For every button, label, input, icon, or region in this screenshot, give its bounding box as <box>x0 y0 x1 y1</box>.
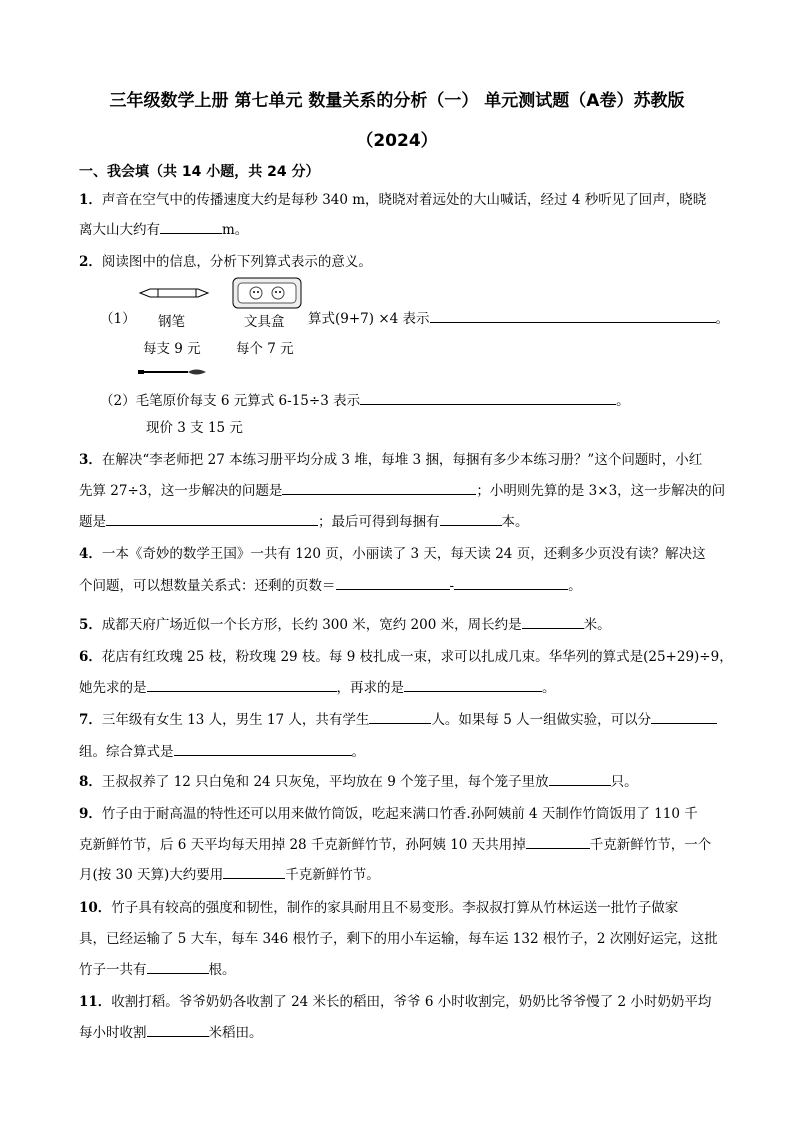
brush-illustration <box>136 366 208 378</box>
question-11-line-1 <box>79 990 711 1010</box>
question-10-line-1 <box>79 896 678 916</box>
question-text: 只。 <box>610 774 638 790</box>
answer-blank[interactable] <box>522 615 584 629</box>
brush-original-price: 毛笔原价每支 6 元 <box>135 393 248 409</box>
question-number: 7． <box>79 712 102 728</box>
question-text: m。 <box>222 222 249 238</box>
answer-blank[interactable] <box>160 220 222 234</box>
question-3-line-2 <box>79 479 725 499</box>
question-1-line-2 <box>79 218 248 238</box>
question-text: 。 <box>568 578 582 594</box>
answer-blank[interactable] <box>440 512 502 526</box>
question-text: 王叔叔养了 12 只白兔和 24 只灰兔，平均放在 9 个笼子里，每个笼子里放 <box>101 774 549 790</box>
brush-current-price: 现价 3 支 15 元 <box>146 420 243 436</box>
worksheet-year: （2024） <box>356 131 438 151</box>
question-text: 在解决“李老师把 27 本练习册平均分成 3 堆，每堆 3 捆，每捆有多少本练习册？”这个问题时，小红 <box>101 452 703 468</box>
answer-blank[interactable] <box>526 835 590 849</box>
question-text: 竹子由于耐高温的特性还可以用来做竹筒饭，吃起来满口竹香.孙阿姨前 4 天制作竹筒饭用了 110 千 <box>101 806 698 822</box>
answer-blank[interactable] <box>549 772 611 786</box>
answer-blank[interactable] <box>147 678 337 692</box>
part-2-label: （2） <box>100 393 136 409</box>
question-text: 离大山大约有 <box>79 222 160 238</box>
pen-price: 每支 9 元 <box>143 341 201 357</box>
question-text: 收割打稻。爷爷奶奶各收割了 24 米长的稻田，爷爷 6 小时收割完，奶奶比爷爷慢了 2 小时奶奶平均 <box>111 994 712 1010</box>
question-2-line-1 <box>79 250 372 270</box>
question-6-line-1 <box>79 645 733 665</box>
answer-blank[interactable] <box>223 865 285 879</box>
question-9-line-1 <box>79 802 698 822</box>
question-5-line-1 <box>79 613 611 633</box>
question-text: 千克新鲜竹节，一个 <box>589 837 712 853</box>
answer-blank[interactable] <box>454 576 568 590</box>
question-3-line-3 <box>79 510 529 530</box>
question-text: 她先求的是 <box>79 680 147 696</box>
question-text: ；小明则先算的是 3×3，这一步解决的问 <box>476 483 726 499</box>
question-11-line-2 <box>79 1021 263 1041</box>
answer-blank[interactable] <box>106 512 318 526</box>
question-text: 。 <box>715 311 730 327</box>
question-text: - <box>449 578 455 594</box>
question-text: 千克新鲜竹节。 <box>285 867 380 883</box>
question-9-line-2 <box>79 833 711 853</box>
question-text: 月(按 30 天算)大约要用 <box>79 867 224 883</box>
part-1-formula-line <box>308 307 729 327</box>
question-text: 竹子具有较高的强度和韧性，制作的家具耐用且不易变形。李叔叔打算从竹林运送一批竹子做家 <box>111 900 679 916</box>
answer-blank[interactable] <box>174 742 352 756</box>
question-8-line-1 <box>79 770 638 790</box>
question-text: 具，已经运输了 5 大车，每车 346 根竹子，剩下的用小车运输，每车运 132 根竹子，2 次刚好运完，这批 <box>79 931 718 947</box>
answer-blank[interactable] <box>360 391 616 405</box>
question-text: 米。 <box>583 617 611 633</box>
question-text: 根。 <box>208 962 236 978</box>
question-text: 竹子一共有 <box>79 962 147 978</box>
question-text: 先算 27÷3，这一步解决的问题是 <box>79 483 283 499</box>
question-number: 10． <box>79 900 112 916</box>
question-text: 米稻田。 <box>208 1025 263 1041</box>
question-text: 成都天府广场近似一个长方形，长约 300 米，宽约 200 米，周长约是 <box>101 617 522 633</box>
question-text: 。 <box>616 393 630 409</box>
question-6-line-2 <box>79 676 556 696</box>
question-number: 9． <box>79 806 102 822</box>
question-number: 5． <box>79 617 102 633</box>
pencil-box-price: 每个 7 元 <box>236 341 294 357</box>
part-2-line <box>100 389 630 409</box>
pencil-box-label: 文具盒 <box>244 314 285 330</box>
answer-blank[interactable] <box>336 576 450 590</box>
question-10-line-3 <box>79 958 236 978</box>
question-text: 阅读图中的信息，分析下列算式表示的意义。 <box>101 254 372 270</box>
answer-blank[interactable] <box>282 481 476 495</box>
answer-blank[interactable] <box>147 960 209 974</box>
question-number: 4． <box>79 546 102 562</box>
question-7-line-2 <box>79 740 365 760</box>
question-number: 11． <box>79 994 112 1010</box>
question-text: 人。如果每 5 人一组做实验，可以分 <box>431 712 652 728</box>
pen-label: 钢笔 <box>158 314 185 330</box>
answer-blank[interactable] <box>430 309 716 323</box>
question-text: 一本《奇妙的数学王国》一共有 120 页，小丽读了 3 天，每天读 24 页，还剩多少页没有读？解决这 <box>101 546 706 562</box>
question-text: ；最后可得到每捆有 <box>318 514 440 530</box>
question-number: 2． <box>79 254 102 270</box>
question-text: 组。综合算式是 <box>79 744 174 760</box>
question-4-line-1 <box>79 542 706 562</box>
question-text: 花店有红玫瑰 25 枝，粉玫瑰 29 枝。每 9 枝扎成一束，求可以扎成几束。华华列的算式是(25+29)÷9， <box>101 649 733 665</box>
pencil-box-illustration <box>231 276 303 310</box>
part-1-label: （1） <box>100 311 136 327</box>
answer-blank[interactable] <box>404 678 542 692</box>
question-text: 算式(9+7) ×4 表示 <box>308 311 430 327</box>
question-text: 克新鲜竹节，后 6 天平均每天用掉 28 千克新鲜竹节，孙阿姨 10 天共用掉 <box>79 837 526 853</box>
question-1-line-1 <box>79 188 706 208</box>
question-text: ，再求的是 <box>336 680 404 696</box>
question-7-line-1 <box>79 708 717 728</box>
question-9-line-3 <box>79 863 380 883</box>
question-text: 个问题，可以想数量关系式：还剩的页数＝ <box>79 578 336 594</box>
question-text: 题是 <box>79 514 106 530</box>
question-text: 本。 <box>501 514 529 530</box>
question-number: 6． <box>79 649 102 665</box>
answer-blank[interactable] <box>651 710 717 724</box>
question-10-line-2 <box>79 927 718 947</box>
question-number: 1． <box>79 192 102 208</box>
worksheet-title: 三年级数学上册 第七单元 数量关系的分析（一） 单元测试题（A卷）苏教版 <box>109 91 685 111</box>
answer-blank[interactable] <box>147 1023 209 1037</box>
question-3-line-1 <box>79 448 702 468</box>
question-text: 声音在空气中的传播速度大约是每秒 340 m，晓晓对着远处的大山喊话，经过 4 秒听见了回声，晓晓 <box>101 192 707 208</box>
question-text: 算式 6-15÷3 表示 <box>247 393 361 409</box>
question-text: 。 <box>351 744 365 760</box>
answer-blank[interactable] <box>369 710 431 724</box>
question-text: 三年级有女生 13 人，男生 17 人，共有学生 <box>101 712 370 728</box>
question-text: 每小时收割 <box>79 1025 147 1041</box>
section-heading: 一、我会填（共 14 小题，共 24 分） <box>79 164 320 180</box>
pen-illustration <box>138 286 210 300</box>
question-number: 3． <box>79 452 102 468</box>
question-number: 8． <box>79 774 102 790</box>
question-4-line-2 <box>79 574 582 594</box>
question-text: 。 <box>542 680 556 696</box>
